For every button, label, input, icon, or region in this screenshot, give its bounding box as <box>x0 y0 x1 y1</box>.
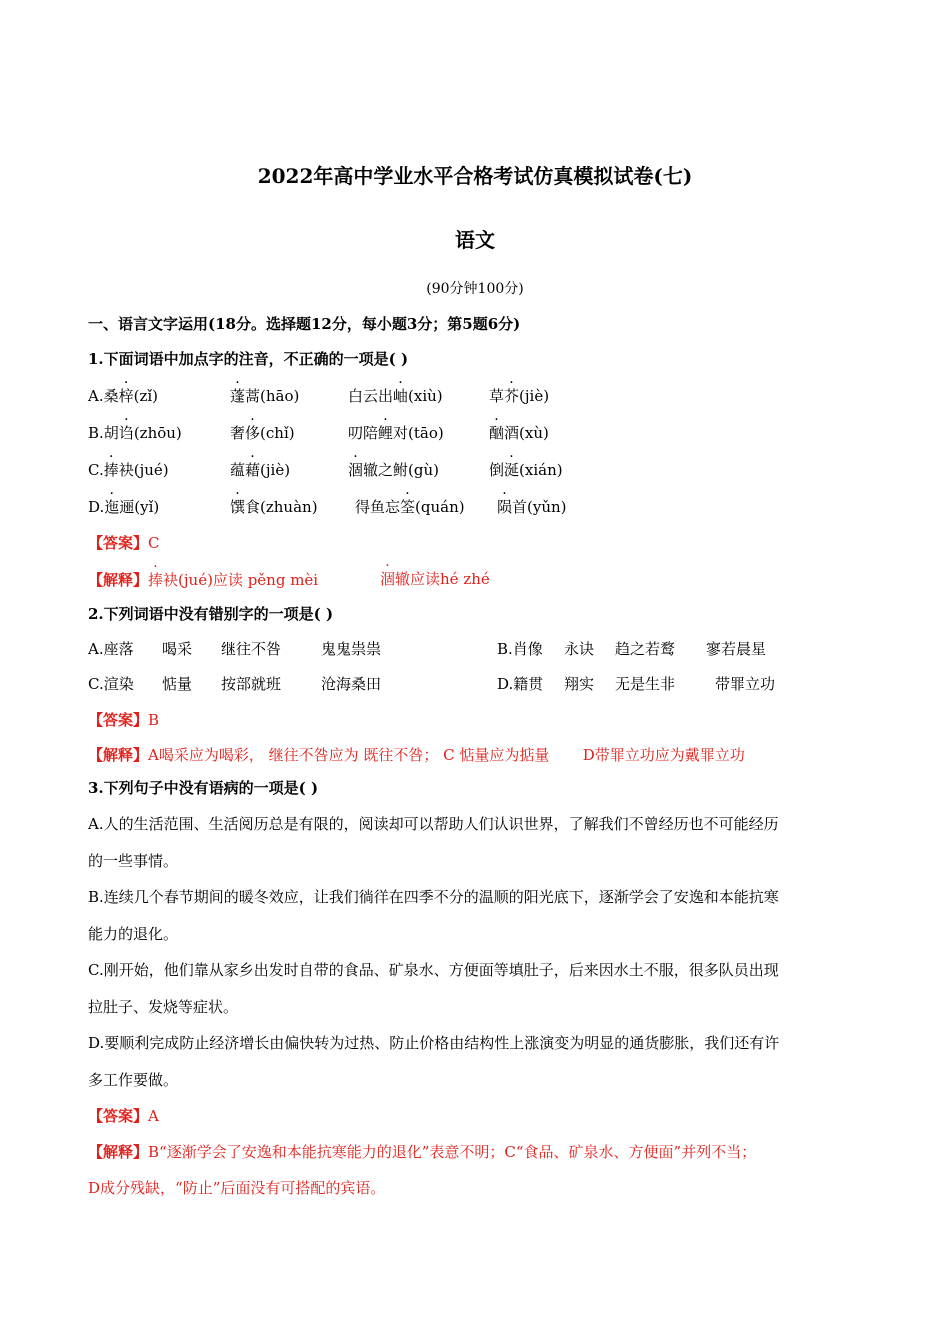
q2-option-d-1: D.籍贯 <box>497 675 544 693</box>
q2-option-a-1: A.座落 <box>88 640 134 658</box>
q2-option-b-1: B.肖像 <box>497 640 543 658</box>
q1-explanation-2: 涸辙应读hé zhé <box>380 570 490 588</box>
q3-option-d-line1: D.要顺利完成防止经济增长由偏快转为过热、防止价格由结构性上涨演变为明显的通货膨胀，我们还有许 <box>88 1034 780 1052</box>
q3-option-b-line1: B.连续几个春节期间的暖冬效应，让我们徜徉在四季不分的温顺的阳光底下，逐渐学会了安逸和本能抗寒 <box>88 888 779 906</box>
q3-stem: 3.下列句子中没有语病的一项是( ) <box>88 779 319 797</box>
q1-option-c-2: 蕴藉(jiè) <box>230 461 291 479</box>
q1-option-b-3: 叨陪鲤对(tāo) <box>348 424 444 442</box>
q1-option-a-1: A.桑梓(zǐ) <box>88 387 159 405</box>
q2-option-c-1: C.渲染 <box>88 675 134 693</box>
q1-option-d-2: 馔食(zhuàn) <box>230 498 318 516</box>
q3-option-c-line1: C.刚开始，他们靠从家乡出发时自带的食品、矿泉水、方便面等填肚子，后来因水土不服，很多队员出现 <box>88 961 779 979</box>
q2-option-d-2: 翔实 <box>564 675 595 693</box>
q1-option-c-3: 涸辙之鲋(gù) <box>348 461 439 479</box>
q3-option-c-line2: 拉肚子、发烧等症状。 <box>88 998 239 1016</box>
q2-option-c-2: 惦量 <box>162 675 193 693</box>
q2-option-c-4: 沧海桑田 <box>321 675 382 693</box>
q2-option-a-3: 继往不咎 <box>221 640 282 658</box>
q1-option-d-3: 得鱼忘筌(quán) <box>355 498 465 516</box>
q1-option-b-1: B.胡诌(zhōu) <box>88 424 182 442</box>
q2-option-b-4: 寥若晨星 <box>706 640 767 658</box>
page-title: 2022年高中学业水平合格考试仿真模拟试卷(七) <box>257 164 693 188</box>
q1-option-d-1: D.迤逦(yǐ) <box>88 498 160 516</box>
q1-option-b-4: 酗酒(xù) <box>489 424 549 442</box>
q2-answer: 【答案】B <box>88 711 160 729</box>
q2-option-a-2: 喝采 <box>162 640 193 658</box>
q3-explanation-line2: D成分残缺，“防止”后面没有可搭配的宾语。 <box>88 1179 386 1197</box>
q1-option-a-2: 蓬蒿(hāo) <box>230 387 300 405</box>
q1-option-a-4: 草芥(jiè) <box>489 387 550 405</box>
q1-option-c-4: 倒涎(xián) <box>489 461 563 479</box>
q2-option-b-2: 永诀 <box>564 640 595 658</box>
q1-explanation: 【解释】捧袂(jué)应读 pěng mèi <box>88 571 319 589</box>
q2-option-d-4: 带罪立功 <box>715 675 776 693</box>
q2-option-a-4: 鬼鬼祟祟 <box>321 640 382 658</box>
q1-option-a-3: 白云出岫(xiù) <box>348 387 443 405</box>
q2-option-c-3: 按部就班 <box>221 675 282 693</box>
q3-option-a-line1: A.人的生活范围、生活阅历总是有限的，阅读却可以帮助人们认识世界，了解我们不曾经历也不可能经历 <box>88 815 779 833</box>
q2-explanation: 【解释】A喝采应为喝彩， 继往不咎应为 既往不咎； C 惦量应为掂量 D带罪立功应为戴罪立功 <box>88 746 745 764</box>
q3-explanation-line1: 【解释】B“逐渐学会了安逸和本能抗寒能力的退化”表意不明；C“食品、矿泉水、方便面”并列不当； <box>88 1143 757 1161</box>
q1-option-c-1: C.捧袂(jué) <box>88 461 169 479</box>
q3-answer: 【答案】A <box>88 1107 159 1125</box>
q2-option-d-3: 无是生非 <box>615 675 676 693</box>
q3-option-b-line2: 能力的退化。 <box>88 925 179 943</box>
q1-option-b-2: 奢侈(chǐ) <box>230 424 295 442</box>
time-info: (90分钟100分) <box>426 281 524 297</box>
subject-title: 语文 <box>455 228 495 252</box>
q3-option-d-line2: 多工作要做。 <box>88 1071 179 1089</box>
section-heading: 一、语言文字运用(18分。选择题12分，每小题3分；第5题6分) <box>88 315 521 333</box>
q1-answer: 【答案】C <box>88 534 160 552</box>
q3-option-a-line2: 的一些事情。 <box>88 852 179 870</box>
q2-stem: 2.下列词语中没有错别字的一项是( ) <box>88 605 334 623</box>
q2-option-b-3: 趋之若鹜 <box>615 640 676 658</box>
q1-stem: 1.下面词语中加点字的注音，不正确的一项是( ) <box>88 350 409 368</box>
q1-option-d-4: 陨首(yǔn) <box>497 498 567 516</box>
